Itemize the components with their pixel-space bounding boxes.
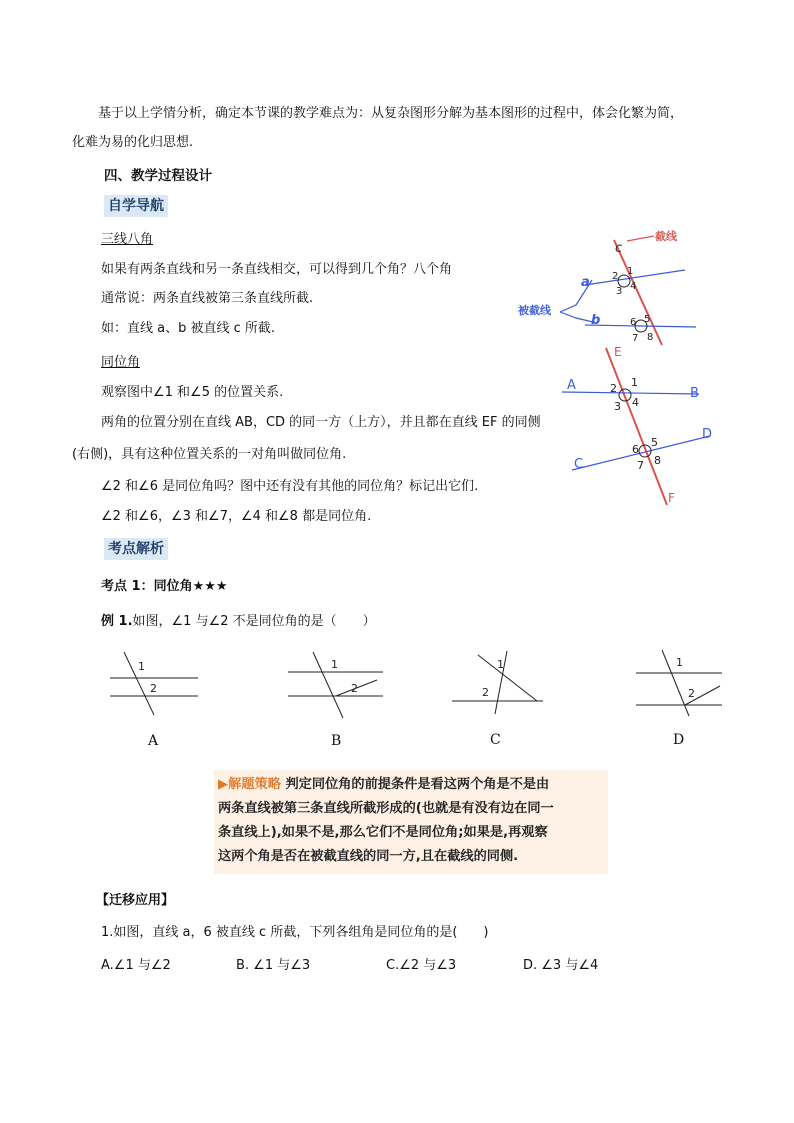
option-b-label: B	[331, 733, 342, 749]
strategy-tip-line-4: 这两个角是否在被截直线的同一方,且在截线的同侧.	[218, 849, 519, 864]
option-d-angle-1: 1	[676, 656, 683, 669]
transfer-option-d: D. ∠3 与∠4	[523, 958, 599, 973]
three-lines-question: 如果有两条直线和另一条直线相交，可以得到几个角？八个角	[101, 262, 453, 277]
three-lines-example: 如：直线 a、b 被直线 c 所截.	[101, 321, 276, 336]
cut-line-label: 截线	[655, 230, 677, 243]
point-d-label: D	[702, 427, 713, 442]
fig1-angle-1: 1	[627, 266, 634, 277]
corresponding-answer: ∠2 和∠6，∠3 和∠7，∠4 和∠8 都是同位角.	[101, 509, 372, 524]
option-a-label: A	[148, 733, 159, 749]
example-1-label: 例 1.	[101, 614, 133, 629]
fig2-angle-2: 2	[610, 382, 617, 395]
strategy-tip-line-2: 两条直线被第三条直线所截形成的(也就是有没有边在同一	[218, 801, 554, 816]
option-c-angle-2: 2	[482, 686, 489, 699]
fig2-angle-1: 1	[631, 376, 638, 389]
fig1-angle-8: 8	[647, 332, 654, 343]
strategy-tip-line-3: 条直线上),如果不是,那么它们不是同位角;如果是,再观察	[218, 825, 548, 840]
strategy-tip-line-1	[218, 773, 604, 797]
corresponding-title: 同位角	[101, 355, 141, 370]
strategy-tip-title: ▶解题策略	[218, 777, 281, 792]
section-heading: 四、教学过程设计	[104, 168, 212, 184]
fig1-angle-5: 5	[644, 314, 651, 325]
fig1-angle-6: 6	[630, 317, 637, 328]
transfer-option-b: B. ∠1 与∠3	[236, 958, 311, 973]
option-a-angle-2: 2	[150, 682, 157, 695]
strategy-tip-box	[214, 770, 608, 874]
option-a-angle-1: 1	[138, 660, 145, 673]
option-d-angle-2: 2	[688, 687, 695, 700]
transfer-option-c: C.∠2 与∠3	[386, 958, 457, 973]
point-c-label: C	[574, 457, 584, 472]
self-study-tag: 自学导航	[104, 195, 168, 217]
option-d-figure	[636, 650, 722, 716]
fig2-angle-6: 6	[632, 443, 639, 456]
option-b-figure	[288, 652, 383, 718]
fig1-angle-7: 7	[632, 333, 639, 344]
line-c-label: c	[615, 241, 623, 256]
point-b-label: B	[690, 386, 699, 401]
strategy-tip-text-1: 判定同位角的前提条件是看这两个角是不是由	[285, 777, 550, 792]
example-1-text: 如图，∠1 与∠2 不是同位角的是（ ）	[132, 614, 376, 629]
option-d-label: D	[673, 732, 685, 748]
fig2-angle-3: 3	[614, 400, 621, 413]
line-b-label: b	[591, 313, 601, 328]
corresponding-observe: 观察图中∠1 和∠5 的位置关系.	[101, 385, 284, 400]
option-a-figure	[110, 652, 198, 715]
option-b-angle-1: 1	[331, 658, 338, 671]
line-a-label: a	[581, 275, 590, 290]
intro-line-2: 化难为易的化归思想.	[72, 135, 194, 150]
intro-line-1: 基于以上学情分析，确定本节课的教学难点为：从复杂图形分解为基本图形的过程中，体会化繁为简，	[98, 106, 684, 121]
three-lines-title: 三线八角	[101, 232, 154, 247]
point-f-label: F	[668, 491, 675, 505]
corresponding-desc-2: (右侧)，具有这种位置关系的一对角叫做同位角.	[72, 447, 347, 462]
three-lines-common: 通常说：两条直线被第三条直线所截.	[101, 291, 314, 306]
analysis-tag: 考点解析	[104, 538, 168, 560]
corresponding-question: ∠2 和∠6 是同位角吗？图中还有没有其他的同位角？标记出它们.	[101, 479, 479, 494]
option-c-label: C	[490, 732, 501, 748]
point-e-label: E	[614, 345, 622, 359]
point-a-label: A	[567, 378, 576, 393]
option-c-figure	[452, 651, 543, 714]
fig2-angle-4: 4	[632, 396, 639, 409]
option-c-angle-1: 1	[497, 658, 504, 671]
transfer-option-a: A.∠1 与∠2	[101, 958, 171, 973]
transfer-heading: 【迁移应用】	[96, 893, 175, 908]
corresponding-desc-1: 两角的位置分别在直线 AB，CD 的同一方（上方），并且都在直线 EF 的同侧	[101, 415, 541, 430]
fig2-angle-8: 8	[654, 454, 661, 467]
cut-lines-label: 被截线	[518, 304, 551, 317]
transfer-question-1: 1.如图，直线 a，6 被直线 c 所截，下列各组角是同位角的是( )	[101, 925, 489, 940]
fig2-angle-7: 7	[637, 459, 644, 472]
fig1-angle-3: 3	[616, 286, 623, 297]
fig2-angle-5: 5	[651, 436, 658, 449]
fig1-angle-4: 4	[630, 281, 637, 292]
option-b-angle-2: 2	[351, 682, 358, 695]
fig1-angle-2: 2	[612, 271, 619, 282]
point-1-heading: 考点 1：同位角★★★	[101, 579, 228, 594]
